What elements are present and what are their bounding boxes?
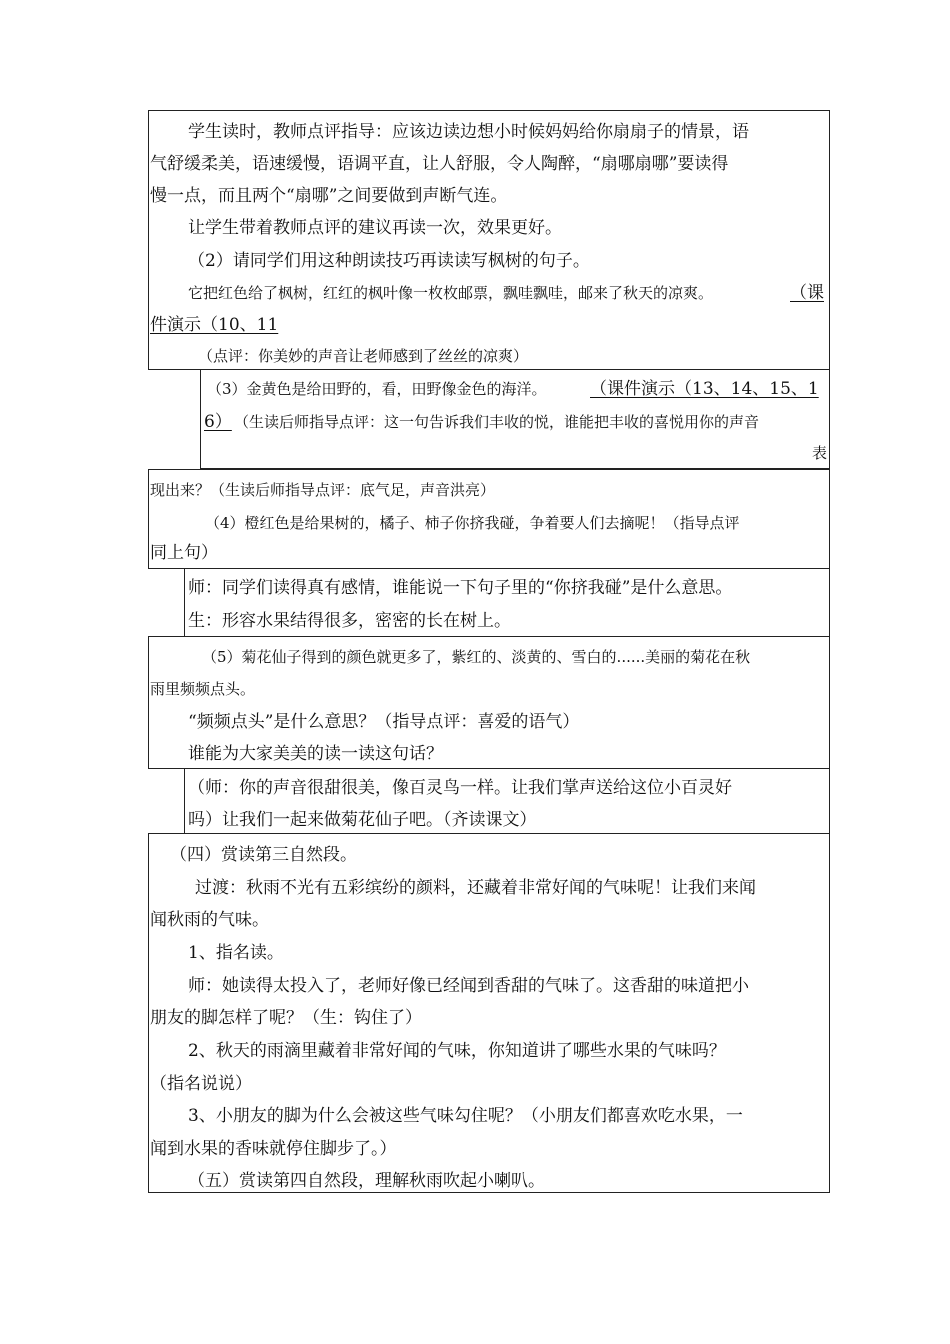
paragraph-line: 师：她读得太投入了，老师好像已经闻到香甜的气味了。这香甜的味道把小 xyxy=(188,976,749,996)
comment-line: （点评：你美妙的声音让老师感到了丝丝的凉爽） xyxy=(198,347,529,365)
courseware-ref: （课件演示（13、14、15、1 xyxy=(590,379,819,399)
section-heading: （四）赏读第三自然段。 xyxy=(170,845,357,865)
section-heading: （五）赏读第四自然段，理解秋雨吹起小喇叭。 xyxy=(188,1171,545,1191)
paragraph-line: （5）菊花仙子得到的颜色就更多了，紫红的、淡黄的、雪白的......美丽的菊花在秋 xyxy=(202,648,751,666)
courseware-ref: （课 xyxy=(790,283,824,303)
paragraph-line: 它把红色给了枫树，红红的枫叶像一枚枚邮票，飘哇飘哇，邮来了秋天的凉爽。 xyxy=(188,284,714,302)
courseware-ref: 6） xyxy=(204,412,232,432)
dialogue-student: 生：形容水果结得很多，密密的长在树上。 xyxy=(188,611,511,631)
list-item: 3、小朋友的脚为什么会被这些气味勾住呢？（小朋友们都喜欢吃水果，一 xyxy=(188,1106,743,1126)
paragraph-line: 过渡：秋雨不光有五彩缤纷的颜料，还藏着非常好闻的气味呢！让我们来闻 xyxy=(195,878,756,898)
paragraph-line: 闻秋雨的气味。 xyxy=(150,910,269,930)
courseware-ref: 件演示（10、11 xyxy=(150,315,279,335)
list-item: 1、指名读。 xyxy=(188,943,284,963)
paragraph-line: （3）金黄色是给田野的，看，田野像金色的海洋。 xyxy=(207,380,547,398)
paragraph-line: 慢一点，而且两个“扇哪”之间要做到声断气连。 xyxy=(150,186,508,206)
paragraph-line: 闻到水果的香味就停住脚步了。） xyxy=(150,1139,397,1159)
dialogue-teacher: 师：同学们读得真有感情，谁能说一下句子里的“你挤我碰”是什么意思。 xyxy=(188,578,733,598)
paragraph-line: “频频点头”是什么意思？（指导点评：喜爱的语气） xyxy=(188,712,580,732)
list-item: 2、秋天的雨滴里藏着非常好闻的气味，你知道讲了哪些水果的气味吗？ xyxy=(188,1041,726,1061)
paragraph-line: 表 xyxy=(812,444,828,462)
paragraph-line: （2）请同学们用这种朗读技巧再读读写枫树的句子。 xyxy=(188,251,590,271)
paragraph-line: 学生读时，教师点评指导：应该边读边想小时候妈妈给你扇扇子的情景，语 xyxy=(188,122,749,142)
paragraph-line: 让学生带着教师点评的建议再读一次，效果更好。 xyxy=(188,218,562,238)
paragraph-line: （指名说说） xyxy=(150,1074,252,1094)
paragraph-line: 气舒缓柔美，语速缓慢，语调平直，让人舒服，令人陶醉，“扇哪扇哪”要读得 xyxy=(150,154,729,174)
paragraph-line: 雨里频频点头。 xyxy=(150,680,256,698)
paragraph-line: 吗）让我们一起来做菊花仙子吧。（齐读课文） xyxy=(188,810,537,830)
paragraph-line: 同上句） xyxy=(150,543,218,563)
paragraph-line: （4）橙红色是给果树的，橘子、柿子你挤我碰，争着要人们去摘呢！（指导点评 xyxy=(205,514,740,532)
paragraph-line: （师：你的声音很甜很美，像百灵鸟一样。让我们掌声送给这位小百灵好 xyxy=(188,778,732,798)
comment-line: （生读后师指导点评：这一句告诉我们丰收的悦，谁能把丰收的喜悦用你的声音 xyxy=(234,413,760,431)
paragraph-line: 谁能为大家美美的读一读这句话？ xyxy=(188,744,443,764)
comment-line: 现出来？（生读后师指导点评：底气足，声音洪亮） xyxy=(150,481,496,499)
paragraph-line: 朋友的脚怎样了呢？（生：钩住了） xyxy=(150,1008,422,1028)
